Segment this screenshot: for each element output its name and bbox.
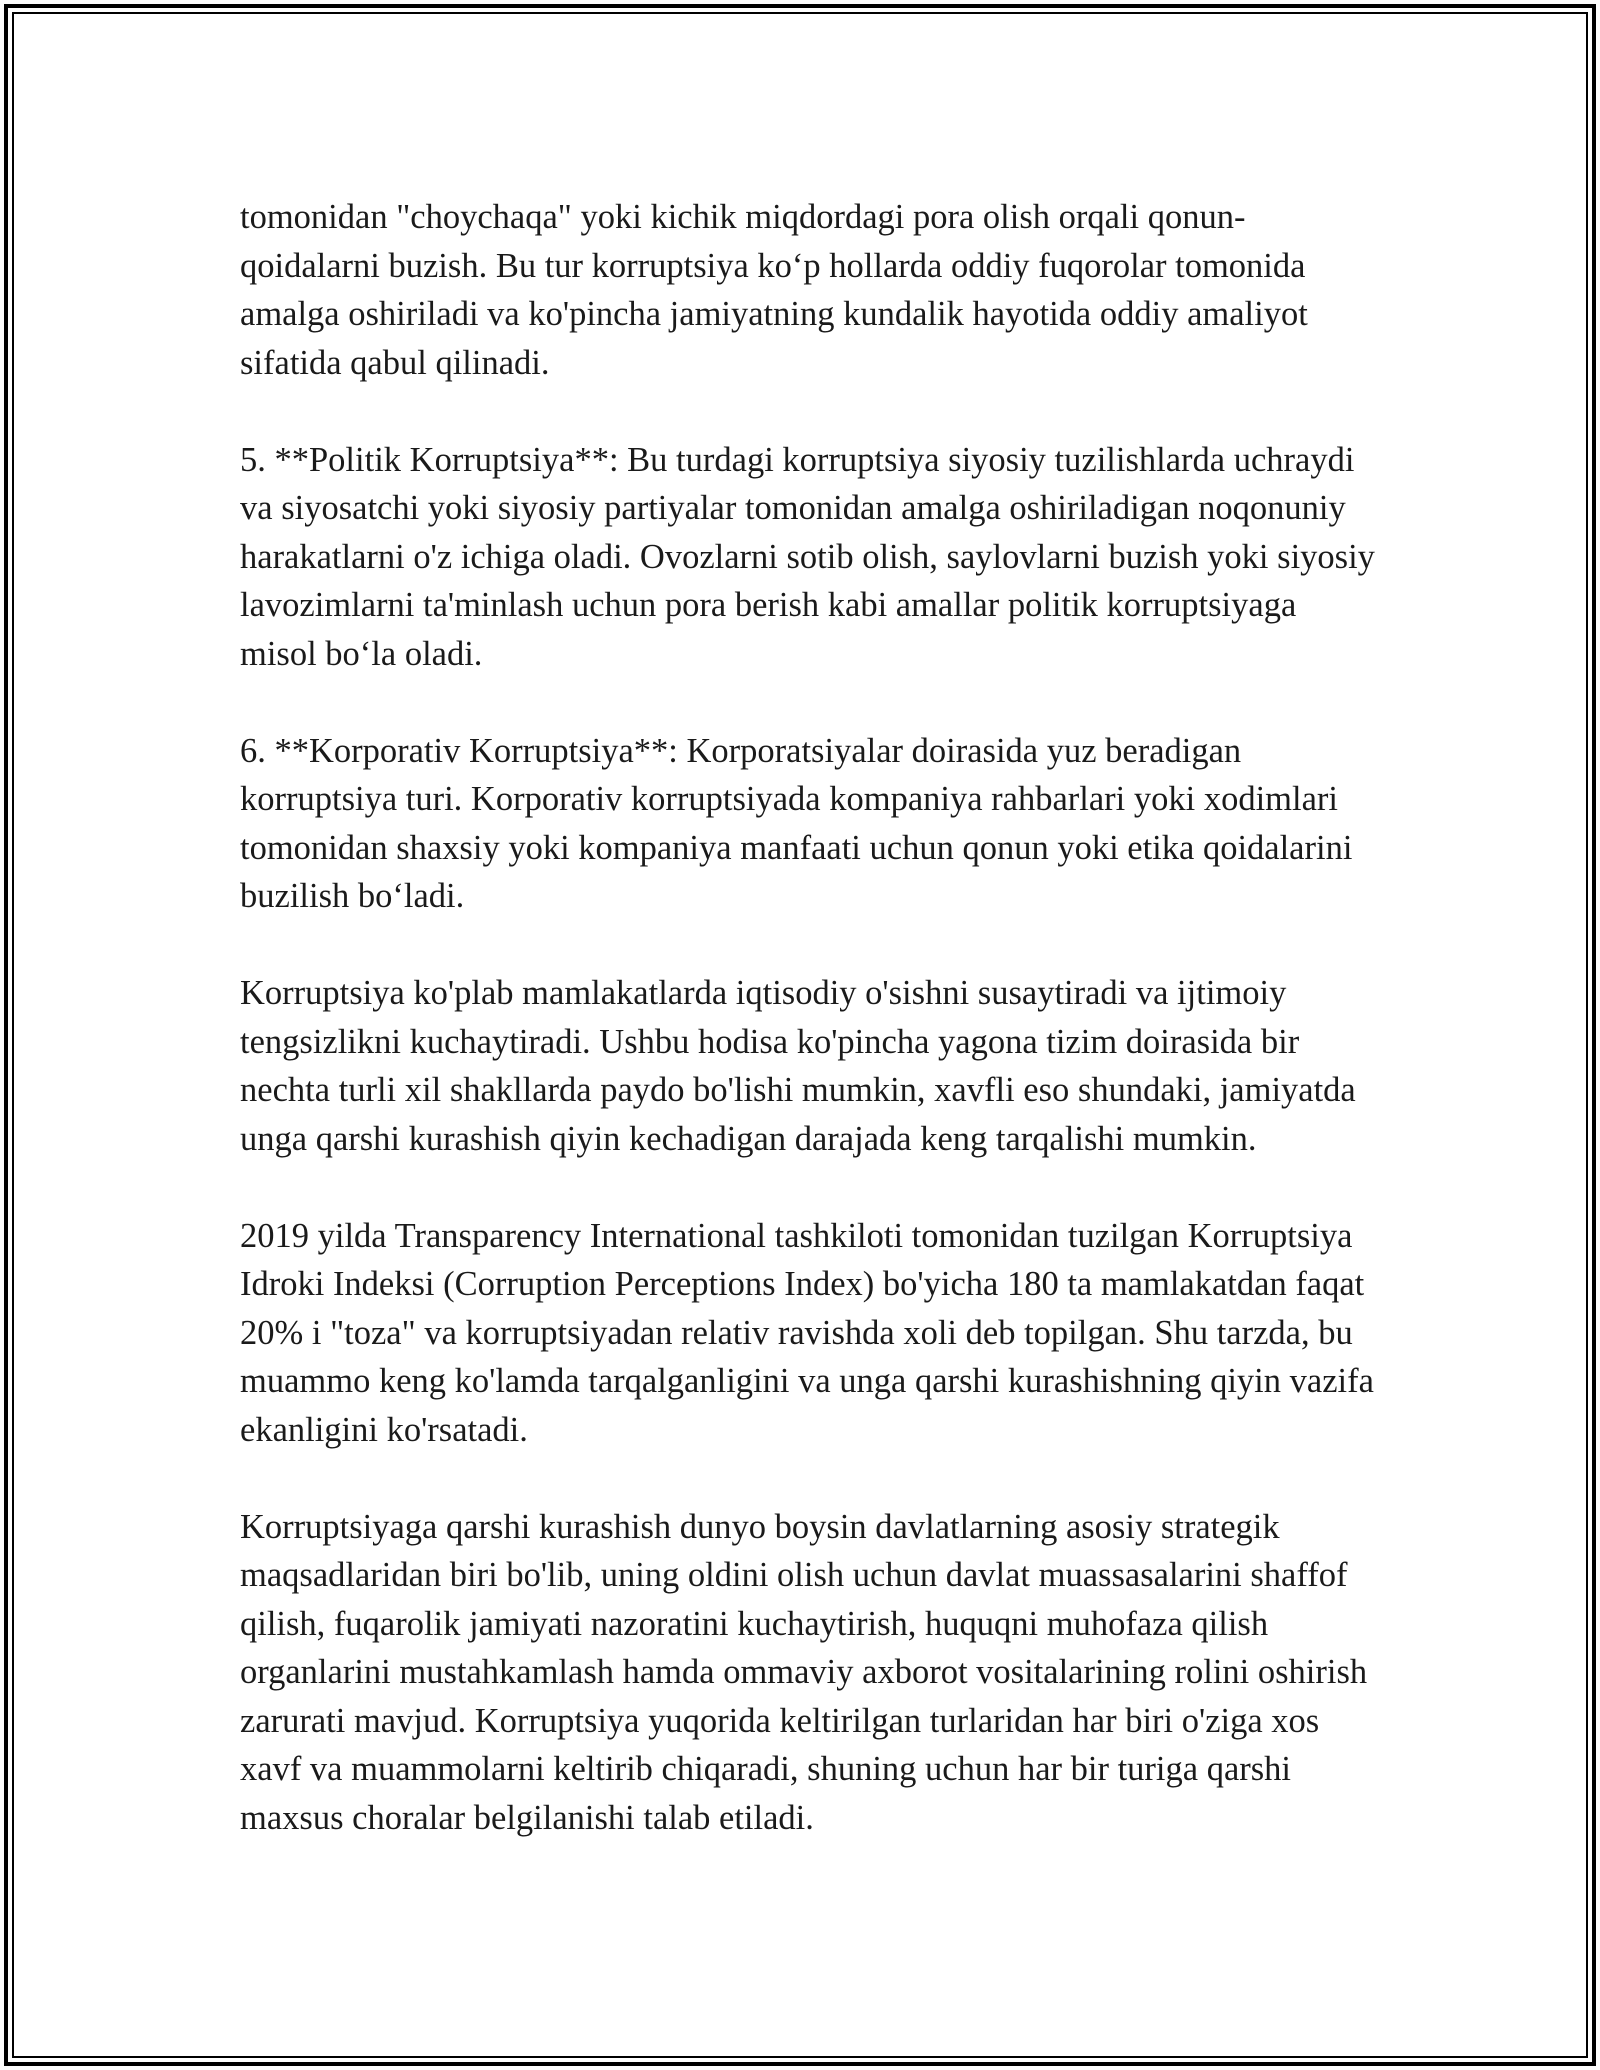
paragraph-political-corruption: 5. **Politik Korruptsiya**: Bu turdagi korruptsiya siyosiy tuzilishlarda uchraydi va siyosatchi yoki siyosiy partiyalar tomonidan amalga oshiriladigan noqonuniy harakatlarni o'z ichiga oladi. Ovozlarni sotib olish, saylovlarni buzish yoki siyosiy lavozimlarni ta'minlash uchun pora berish kabi amallar politik korruptsiyaga misol bo‘la oladi. — [240, 440, 1375, 673]
document-body — [240, 193, 1380, 1842]
paragraph-corporate-corruption: 6. **Korporativ Korruptsiya**: Korporatsiyalar doirasida yuz beradigan korruptsiya turi. Korporativ korruptsiyada kompaniya rahbarlari yoki xodimlari tomonidan shaxsiy yoki kompaniya manfaati uchun qonun yoki etika qoidalarini buzilish bo‘ladi. — [240, 731, 1353, 915]
paragraph-petty-corruption: tomonidan "choychaqa" yoki kichik miqdordagi pora olish orqali qonun-qoidalarni buzish. Bu tur korruptsiya ko‘p hollarda oddiy fuqorolar tomonida amalga oshiriladi va ko'pincha jamiyatning kundalik hayotida oddiy amaliyot sifatida qabul qilinadi. — [240, 198, 1308, 382]
paragraph-anti-corruption-strategy: Korruptsiyaga qarshi kurashish dunyo boysin davlatlarning asosiy strategik maqsadlaridan biri bo'lib, uning oldini olish uchun davlat muassasalarini shaffof qilish, fuqarolik jamiyati nazoratini kuchaytirish, huquqni muhofaza qilish organlarini mustahkamlash hamda ommaviy axborot vositalarining rolini oshirish zarurati mavjud. Korruptsiya yuqorida keltirilgan turlaridan har biri o'ziga xos xavf va muammolarni keltirib chiqaradi, shuning uchun har bir turiga qarshi maxsus choralar belgilanishi talab etiladi. — [240, 1507, 1368, 1837]
paragraph-cpi-2019: 2019 yilda Transparency International tashkiloti tomonidan tuzilgan Korruptsiya Idroki Indeksi (Corruption Perceptions Index) bo'yicha 180 ta mamlakatdan faqat 20% i "toza" va korruptsiyadan relativ ravishda xoli deb topilgan. Shu tarzda, bu muammo keng ko'lamda tarqalganligini va unga qarshi kurashishning qiyin vazifa ekanligini ko'rsatadi. — [240, 1216, 1374, 1449]
page-border — [4, 4, 1596, 2066]
paragraph-economic-impact: Korruptsiya ko'plab mamlakatlarda iqtisodiy o'sishni susaytiradi va ijtimoiy tengsizlikni kuchaytiradi. Ushbu hodisa ko'pincha yagona tizim doirasida bir nechta turli xil shakllarda paydo bo'lishi mumkin, xavfli eso shundaki, jamiyatda unga qarshi kurashish qiyin kechadigan darajada keng tarqalishi mumkin. — [240, 974, 1356, 1158]
